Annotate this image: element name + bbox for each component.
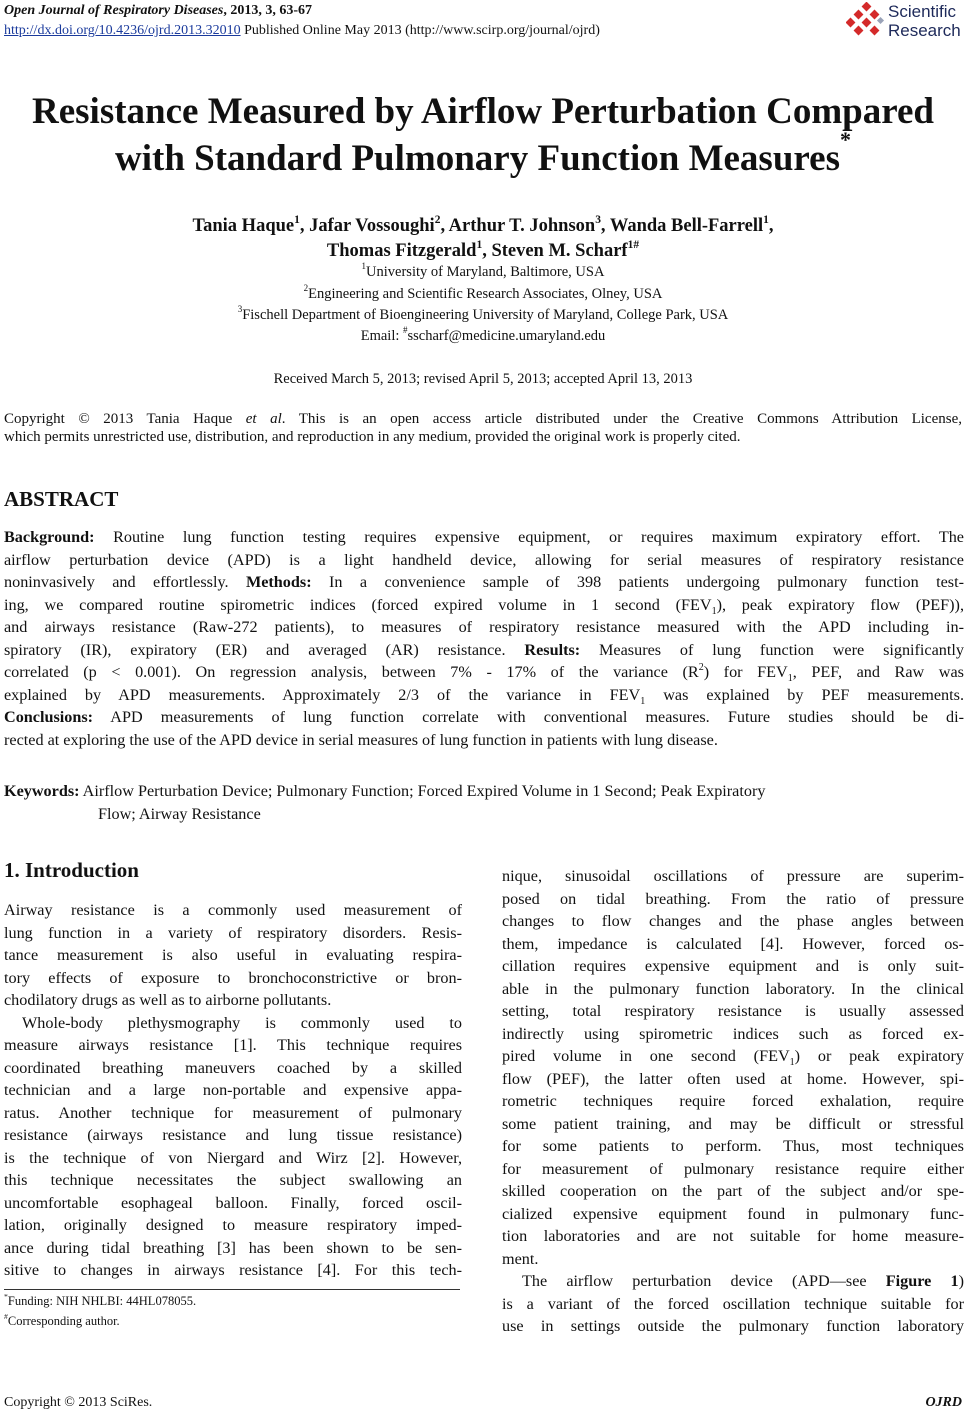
abstract-line — [4, 594, 964, 617]
text-line: tion laboratories and are not suitable for home measure- — [502, 1227, 964, 1245]
keywords-line2: Flow; Airway Resistance — [98, 805, 261, 823]
text-line: posed on tidal breathing. From the ratio of pressure — [502, 889, 964, 908]
text-line: flow (PEF), the latter often used at home. However, spi- — [502, 1069, 964, 1088]
author-name: , Arthur T. Johnson — [440, 216, 596, 236]
scientific-research-logo — [846, 2, 964, 42]
superscript: 2 — [698, 661, 704, 673]
affiliation-number: 2 — [303, 283, 309, 294]
text-line: is the technique of von Niergard and Wirz [2]. However, — [4, 1148, 462, 1167]
text-line: sitive to changes in airways resistance [4]. For this tech- — [4, 1261, 462, 1279]
text-line: coordinated breathing maneuvers coached by a skilled — [4, 1058, 462, 1077]
affiliation-text: University of Maryland, Baltimore, USA — [366, 264, 605, 280]
text-line: resistance (airways resistance and lung tissue resistance) — [4, 1126, 462, 1144]
received-dates: Received March 5, 2013; revised April 5, 2013; accepted April 13, 2013 — [273, 371, 693, 387]
doi-link[interactable]: http://dx.doi.org/10.4236/ojrd.2013.32010 — [4, 23, 241, 38]
text-line: them, impedance is calculated [4]. However, forced os- — [502, 934, 964, 953]
abstract-heading: ABSTRACT — [4, 487, 119, 511]
author-affil-mark: 1 — [294, 213, 300, 226]
abstract-text: Measures of lung function were significantly — [580, 640, 964, 659]
text-line: Whole-body plethysmography is commonly used to — [22, 1013, 462, 1032]
keywords-line1 — [4, 780, 765, 803]
copyright-line1 — [4, 410, 962, 428]
abstract-line — [4, 639, 964, 662]
abstract-line — [4, 571, 964, 594]
text-line: tory effects of exposure to bronchoconstrictive or bron- — [4, 968, 462, 987]
affiliation-number: 1 — [361, 261, 367, 272]
text-line: lation, originally designed to measure respiratory imped- — [4, 1216, 462, 1234]
text-fragment: pired volume in one second (FEV — [502, 1047, 790, 1065]
email-label: Email: — [360, 328, 404, 344]
text-line: setting, total respiratory resistance is usually assessed — [502, 1002, 964, 1020]
affiliation-2 — [0, 285, 966, 303]
keywords — [4, 780, 765, 826]
label-background: Background: — [4, 528, 95, 546]
author-name: , Wanda Bell-Farrell — [600, 216, 764, 236]
affiliation-3 — [0, 306, 966, 324]
abstract-text: spiratory (IR), expiratory (ER) and averaged (AR) resistance. — [4, 640, 525, 659]
logo-diamond-icon — [846, 2, 886, 42]
abstract-line: airflow perturbation device (APD) is a light handheld device, allowing for serial measures of respiratory resistance — [4, 550, 964, 569]
text-line: rometric techniques require forced exhalation, require — [502, 1092, 964, 1110]
abstract-body — [4, 526, 964, 751]
text-line: cialized expensive equipment found in pulmonary func- — [502, 1204, 964, 1223]
abstract-text: noninvasively and effortlessly. — [4, 573, 246, 591]
abstract-text: In a convenience sample of 398 patients undergoing pulmonary function test- — [311, 573, 964, 591]
text-line: changes to flow changes and the phase angles between — [502, 912, 964, 930]
text-line: indirectly using spirometric indices such as forced ex- — [502, 1024, 964, 1043]
abstract-text: ) for FEV — [703, 663, 788, 681]
abstract-text: APD measurements of lung function correlate with conventional measures. Future studies should be di- — [93, 708, 964, 726]
text-line: lung function in a variety of respiratory disorders. Resis- — [4, 923, 462, 942]
email-mark: # — [403, 325, 408, 336]
abstract-line: rected at exploring the use of the APD device in serial measures of lung function in patients with lung disease. — [4, 730, 718, 749]
section-heading-introduction: 1. Introduction — [4, 858, 139, 882]
footnote-text: Funding: NIH NHLBI: 44HL078055. — [7, 1294, 197, 1308]
paper-title-line2-text: with Standard Pulmonary Function Measures — [115, 138, 840, 179]
author-name: , Jafar Vossoughi — [299, 216, 435, 236]
keywords-text: Airflow Perturbation Device; Pulmonary Function; Forced Expired Volume in 1 Second; Peak Expiratory — [79, 782, 766, 800]
text-line: able in the pulmonary function laboratory. In the clinical — [502, 979, 964, 998]
published-text: Published Online May 2013 (http://www.scirp.org/journal/ojrd) — [240, 23, 600, 38]
text-line: for measurement of pulmonary resistance require either — [502, 1159, 964, 1178]
abstract-text: Routine lung function testing requires expensive equipment, or requires maximum expiratory effort. The — [94, 528, 964, 546]
logo-line2: Research — [888, 21, 961, 40]
abstract-text: was explained by PEF measurements. — [645, 685, 964, 704]
abstract-text: , PEF, and Raw was — [792, 663, 964, 681]
copyright-text: . This is an open access article distributed under the Creative Commons Attribution License, — [281, 411, 962, 427]
footnote-corresponding — [4, 1312, 120, 1330]
email-address[interactable]: sscharf@medicine.umaryland.edu — [407, 328, 606, 344]
text-line: nique, sinusoidal oscillations of pressure are superim- — [502, 867, 964, 885]
footer-copyright: Copyright © 2013 SciRes. — [4, 1395, 153, 1410]
intro-left-column — [4, 899, 462, 1282]
author-affil-mark: 1# — [627, 238, 640, 251]
text-fragment: ) or peak expiratory — [794, 1047, 964, 1065]
abstract-text: ing, we compared routine spirometric indices (forced expired volume in 1 second (FEV — [4, 595, 712, 614]
author-affil-mark: 1 — [476, 238, 483, 251]
abstract-text: explained by APD measurements. Approximately 2/3 of the variance in FEV — [4, 685, 641, 704]
text-line: use in settings outside the pulmonary function laboratory — [502, 1317, 964, 1335]
affiliation-text: Engineering and Scientific Research Associates, Olney, USA — [308, 286, 663, 302]
journal-header — [4, 2, 312, 19]
text-line: chodilatory drugs as well as to airborne pollutants. — [4, 991, 332, 1009]
intro-right-column — [502, 865, 964, 1338]
text-line: cillation requires expensive equipment and is only suit- — [502, 957, 964, 975]
label-results: Results: — [524, 640, 581, 659]
abstract-line: and airways resistance (Raw-272 patients), to measures of respiratory resistance measured with the APD including in- — [4, 618, 964, 636]
subscript: 1 — [711, 605, 717, 617]
text-fragment: ) — [958, 1272, 964, 1290]
subscript: 1 — [640, 695, 646, 707]
copyright-notice — [4, 410, 962, 446]
authors-line1 — [0, 215, 966, 237]
footnote-mark: * — [4, 1292, 8, 1302]
text-line: ment. — [502, 1249, 539, 1268]
author-name: Thomas Fitzgerald — [326, 241, 477, 261]
text-line: ance during tidal breathing [3] has been shown to be sen- — [4, 1238, 462, 1257]
text-line — [502, 1270, 964, 1293]
authors-line2 — [0, 240, 966, 262]
label-methods: Methods: — [245, 573, 312, 591]
footnote-text: Corresponding author. — [7, 1314, 120, 1328]
abstract-line — [4, 661, 964, 684]
text-line: this technique necessitates the subject swallowing an — [4, 1171, 462, 1189]
abstract-line — [4, 706, 964, 729]
text-line: uncomfortable esophageal balloon. Finally, forced oscil- — [4, 1193, 462, 1212]
text-line: technician and a large non-portable and expensive appa- — [4, 1081, 462, 1099]
text-line: is a variant of the forced oscillation technique suitable for — [502, 1294, 964, 1313]
author-separator: , — [768, 216, 774, 236]
abstract-text: correlated (p < 0.001). On regression analysis, between 7% - 17% of the variance (R — [4, 663, 699, 681]
journal-name: Open Journal of Respiratory Diseases — [4, 3, 224, 18]
logo-line1: Scientific — [888, 2, 957, 21]
affiliation-number: 3 — [237, 304, 243, 315]
text-line: ratus. Another technique for measurement of pulmonary — [4, 1103, 462, 1122]
doi-line — [4, 22, 600, 39]
author-affil-mark: 1 — [763, 213, 769, 226]
author-name: Tania Haque — [192, 216, 295, 236]
copyright-text: Copyright © 2013 Tania Haque — [4, 411, 246, 427]
paper-title-line1: Resistance Measured by Airflow Perturbation Compared — [32, 91, 934, 132]
footnote-mark: # — [4, 1312, 8, 1322]
author-affil-mark: 3 — [595, 213, 601, 226]
email-line — [0, 327, 966, 345]
text-line — [502, 1045, 964, 1068]
footnote-funding — [4, 1292, 196, 1310]
logo-text — [888, 2, 961, 40]
text-line: measure airways resistance [1]. This technique requires — [4, 1036, 462, 1054]
abstract-line — [4, 526, 964, 549]
author-name: , Steven M. Scharf — [482, 241, 628, 261]
title-footnote-mark: * — [840, 126, 851, 152]
text-line: for some patients to perform. Thus, most techniques — [502, 1137, 964, 1155]
footnote-divider — [4, 1289, 460, 1290]
subscript: 1 — [789, 1057, 795, 1069]
copyright-etal: et al — [245, 411, 282, 427]
text-line: tance measurement is also useful in evaluating respira- — [4, 946, 462, 964]
abstract-line — [4, 684, 964, 707]
text-line: some patient training, and may be difficult or stressful — [502, 1114, 964, 1133]
text-line: Airway resistance is a commonly used measurement of — [4, 901, 462, 919]
keywords-label: Keywords: — [4, 782, 80, 800]
text-line: skilled cooperation on the part of the subject and/or spe- — [502, 1182, 964, 1200]
copyright-line2: which permits unrestricted use, distribution, and reproduction in any medium, provided the original work is properly cited. — [4, 429, 741, 445]
abstract-text: ), peak expiratory flow (PEF)), — [716, 595, 964, 614]
journal-issue: , 2013, 3, 63-67 — [223, 3, 313, 18]
subscript: 1 — [787, 673, 793, 685]
label-conclusions: Conclusions: — [4, 708, 94, 726]
affiliation-1 — [0, 263, 966, 281]
author-affil-mark: 2 — [434, 213, 441, 226]
affiliation-text: Fischell Department of Bioengineering University of Maryland, College Park, USA — [242, 307, 729, 323]
paper-title-line2 — [0, 126, 966, 182]
text-fragment: The airflow perturbation device (APD—see — [522, 1272, 886, 1290]
figure-1-reference[interactable]: Figure 1 — [885, 1272, 959, 1290]
footer-journal-abbrev: OJRD — [925, 1395, 962, 1410]
